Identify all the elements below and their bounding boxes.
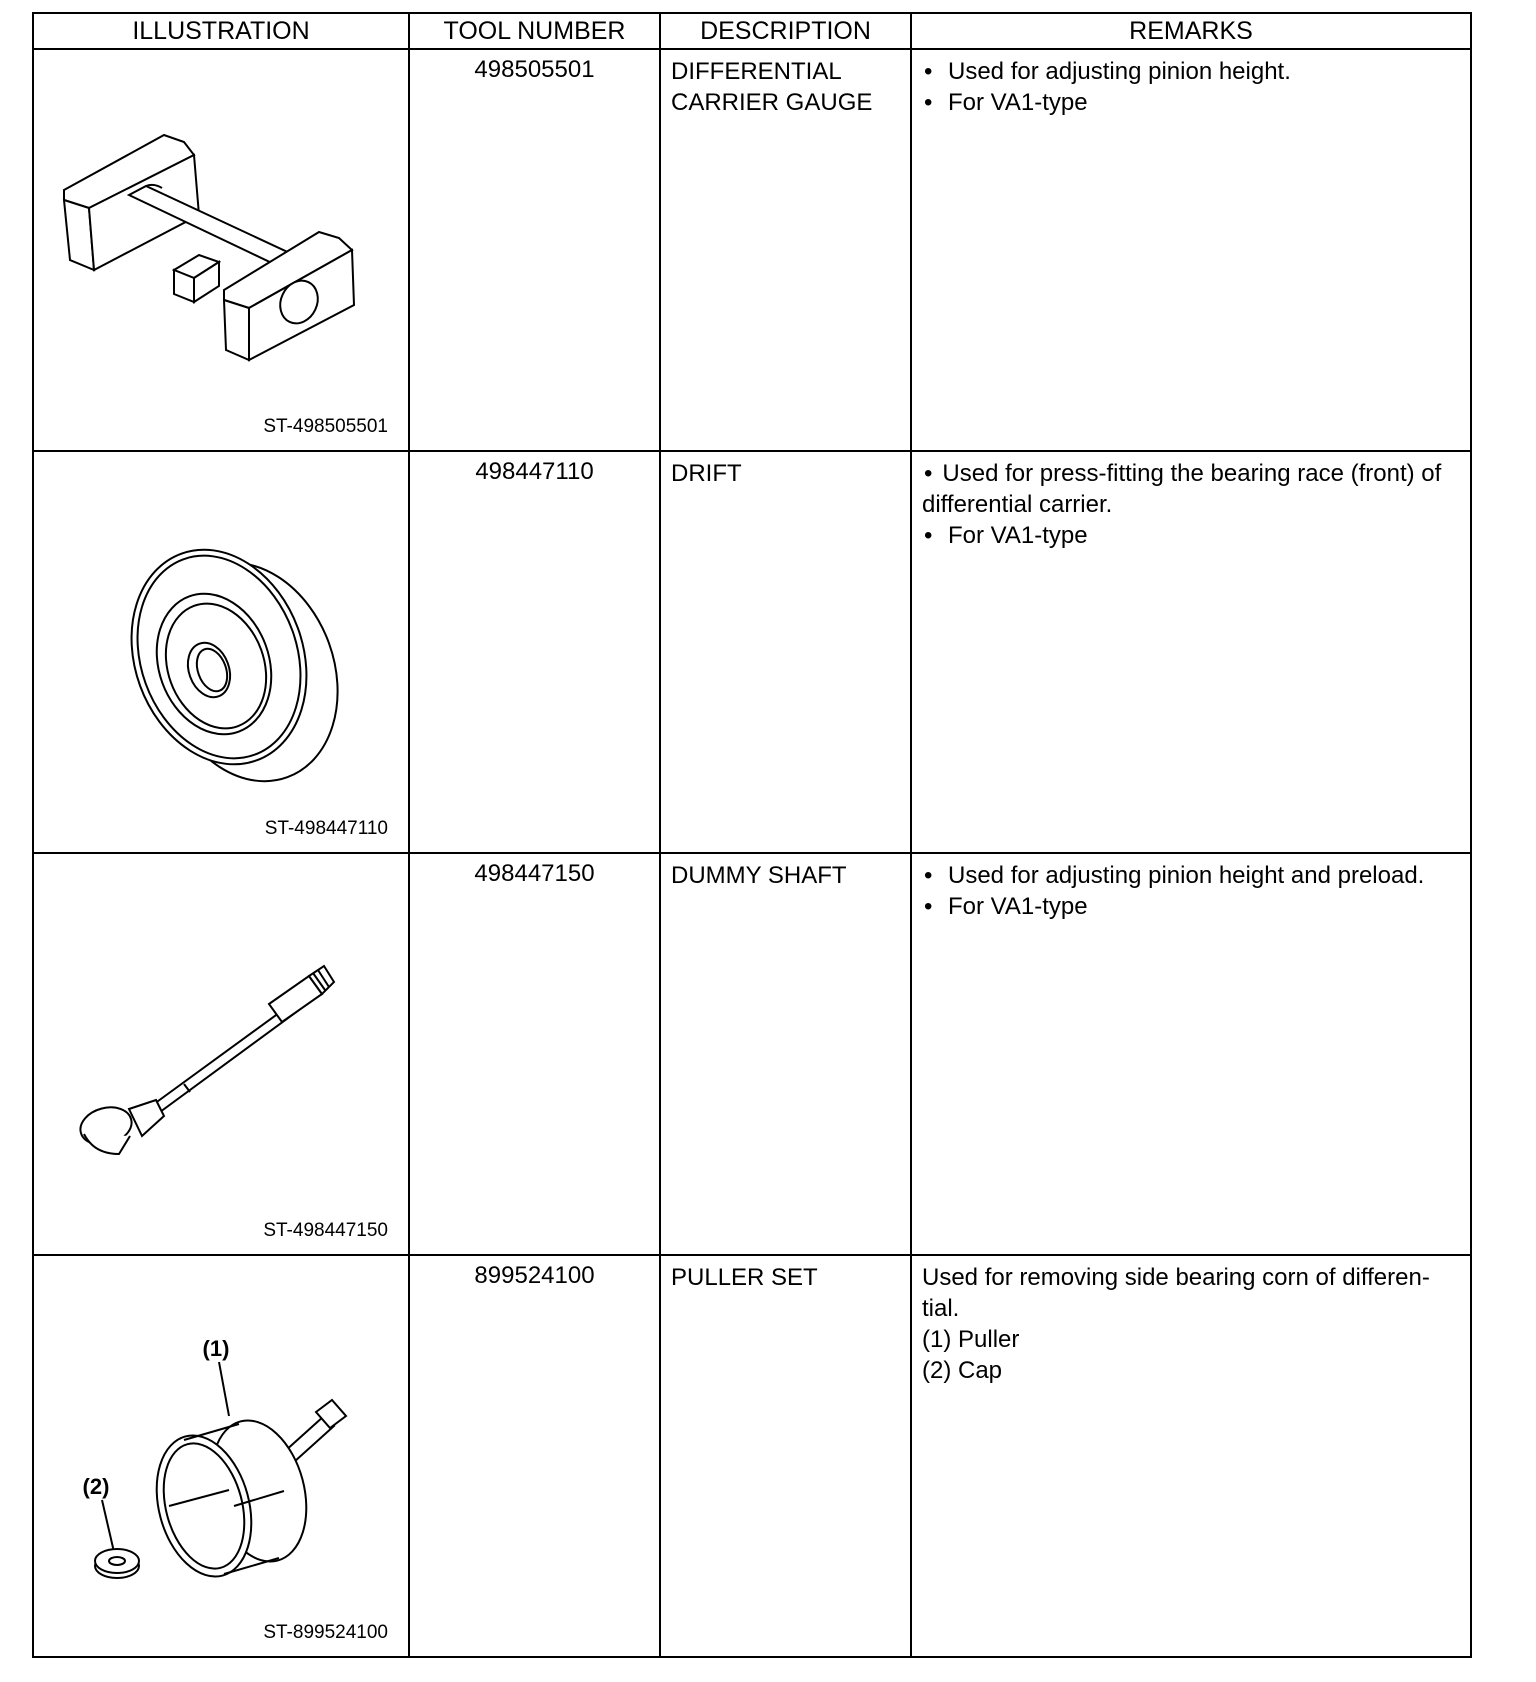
table-row	[33, 49, 1471, 451]
tool-number: 498505501	[409, 49, 660, 451]
illustration-code: ST-498447110	[264, 818, 388, 839]
description	[660, 1255, 911, 1657]
remarks	[911, 1255, 1471, 1657]
header-illustration: ILLUSTRATION	[33, 13, 409, 49]
remark-item: • For VA1-type	[922, 87, 1460, 118]
tool-number: 899524100	[409, 1255, 660, 1657]
remark-item: • Used for adjusting pinion height and preload.	[922, 860, 1460, 891]
header-row	[33, 13, 1471, 49]
remark-item: (2) Cap	[922, 1357, 1003, 1384]
remark-item: • For VA1-type	[922, 520, 1460, 551]
remarks	[911, 853, 1471, 1255]
remark-text: Used for removing side bearing corn of differen-tial.	[922, 1264, 1430, 1322]
description	[660, 49, 911, 451]
illustration-code: ST-498505501	[263, 416, 388, 437]
remark-item: • Used for press-fitting the bearing race (front) of differential carrier.	[922, 458, 1460, 520]
description-line: DIFFERENTIAL	[671, 58, 842, 85]
description-line: DUMMY SHAFT	[671, 862, 847, 889]
dummy-shaft-illustration	[34, 854, 410, 1248]
puller-set-illustration	[34, 1256, 410, 1650]
table-row	[33, 451, 1471, 853]
description-line: PULLER SET	[671, 1264, 818, 1291]
remarks	[911, 49, 1471, 451]
header-remarks: REMARKS	[911, 13, 1471, 49]
tool-number: 498447110	[409, 451, 660, 853]
illustration-code: ST-498447150	[263, 1220, 388, 1241]
illustration-cell	[33, 853, 409, 1255]
remark-item: (1) Puller	[922, 1326, 1020, 1353]
special-tools-table	[32, 12, 1472, 1658]
callout-1: (1)	[202, 1336, 230, 1361]
remark-item: • For VA1-type	[922, 891, 1460, 922]
table-row	[33, 853, 1471, 1255]
illustration-cell	[33, 49, 409, 451]
description	[660, 853, 911, 1255]
illustration-code: ST-899524100	[263, 1622, 388, 1643]
differential-carrier-gauge-illustration	[34, 50, 410, 444]
table-row	[33, 1255, 1471, 1657]
description	[660, 451, 911, 853]
illustration-cell	[33, 451, 409, 853]
tool-number: 498447150	[409, 853, 660, 1255]
callout-2: (2)	[82, 1474, 110, 1499]
header-tool-number: TOOL NUMBER	[409, 13, 660, 49]
remark-item: • Used for adjusting pinion height.	[922, 56, 1460, 87]
remarks	[911, 451, 1471, 853]
description-line: CARRIER GAUGE	[671, 89, 873, 116]
illustration-cell	[33, 1255, 409, 1657]
drift-illustration	[34, 452, 410, 846]
description-line: DRIFT	[671, 460, 742, 487]
header-description: DESCRIPTION	[660, 13, 911, 49]
